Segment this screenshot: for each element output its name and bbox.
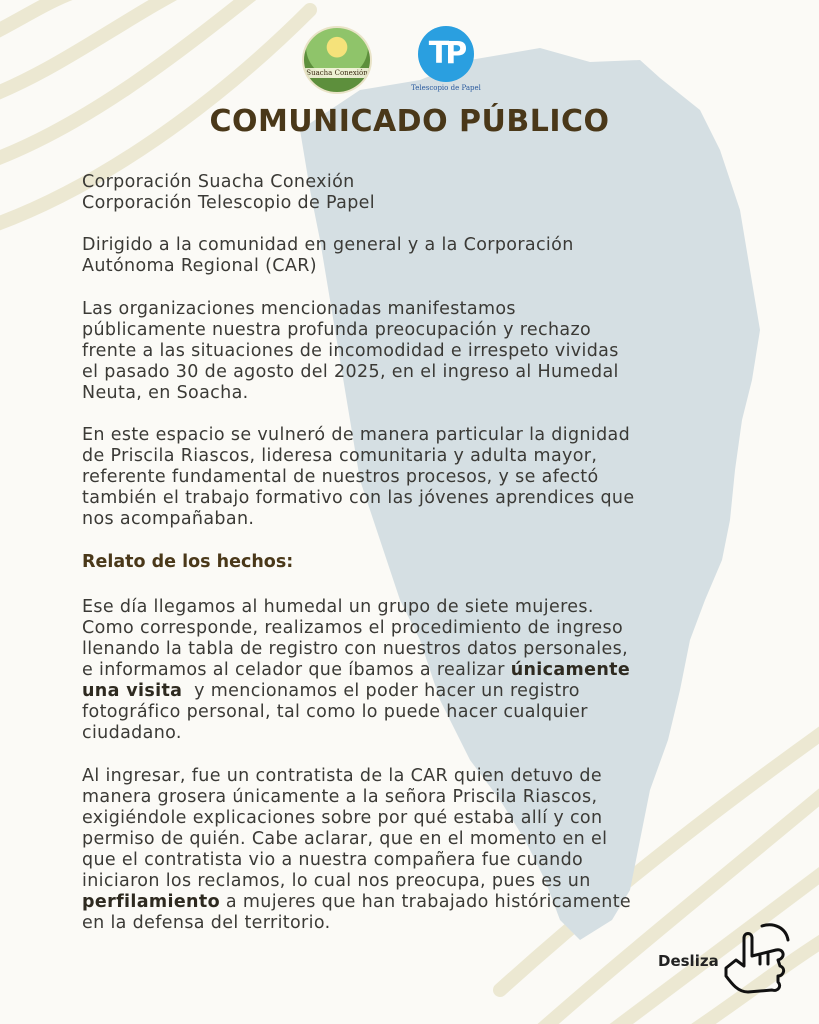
p2-line: En este espacio se vulneró de manera particular la dignidad: [82, 425, 631, 445]
suacha-conexion-logo: [302, 26, 372, 94]
p1-line: públicamente nuestra profunda preocupación y rechazo: [82, 320, 592, 340]
p4-line: Al ingresar, fue un contratista de la CAR quien detuvo de: [82, 766, 602, 786]
paragraph-2: [82, 425, 752, 530]
p2-line: nos acompañaban.: [82, 509, 255, 529]
p3-line: fotográfico personal, tal como lo puede hacer cualquier: [82, 702, 588, 722]
senders: [82, 172, 752, 214]
emphasis-unicamente: únicamente: [510, 660, 631, 680]
paragraph-4: [82, 766, 752, 934]
p3-line: Ese día llegamos al humedal un grupo de siete mujeres.: [82, 597, 594, 617]
emphasis-perfilamiento: perfilamiento: [82, 892, 220, 912]
page-title: COMUNICADO PÚBLICO: [209, 104, 610, 139]
p4-line: que el contratista vio a nuestra compañera fue cuando: [82, 850, 584, 870]
p1-line: Las organizaciones mencionadas manifestamos: [82, 299, 516, 319]
logo-suacha-text: Suacha Conexión: [304, 68, 370, 78]
telescopio-de-papel-logo: TP: [418, 26, 474, 82]
addressee: [82, 235, 752, 277]
hand-swipe-icon[interactable]: [718, 920, 792, 996]
p4-line: a mujeres que han trabajado históricamente: [219, 892, 632, 912]
p2-line: referente fundamental de nuestros procesos, y se afectó: [82, 467, 599, 487]
emphasis-una-visita: una visita: [82, 681, 183, 701]
p4-line: permiso de quién. Cabe aclarar, que en el momento en el: [82, 829, 608, 849]
p2-line: de Priscila Riascos, lideresa comunitaria y adulta mayor,: [82, 446, 598, 466]
p1-line: Neuta, en Soacha.: [82, 383, 249, 403]
paragraph-1: [82, 299, 752, 404]
p2-line: también el trabajo formativo con las jóvenes aprendices que: [82, 488, 635, 508]
addressee-line-2: Autónoma Regional (CAR): [82, 256, 317, 276]
p1-line: el pasado 30 de agosto del 2025, en el ingreso al Humedal: [82, 362, 619, 382]
swipe-label[interactable]: Desliza: [658, 952, 719, 970]
p3-line: llenando la tabla de registro con nuestros datos personales,: [82, 639, 629, 659]
paragraph-3: [82, 597, 752, 744]
p4-line: iniciaron los reclamos, lo cual nos preocupa, pues es un: [82, 871, 591, 891]
p4-line: en la defensa del territorio.: [82, 913, 331, 933]
p3-line: e informamos al celador que íbamos a realizar: [82, 660, 511, 680]
sender-1: Corporación Suacha Conexión: [82, 172, 355, 192]
section-heading: Relato de los hechos:: [82, 552, 294, 572]
p4-line: manera grosera únicamente a la señora Priscila Riascos,: [82, 787, 598, 807]
sender-2: Corporación Telescopio de Papel: [82, 193, 376, 213]
p3-line: y mencionamos el poder hacer un registro: [182, 681, 580, 701]
logo-tp-caption: Telescopio de Papel: [411, 84, 481, 92]
p3-line: ciudadano.: [82, 723, 182, 743]
p4-line: exigiéndole explicaciones sobre por qué estaba allí y con: [82, 808, 603, 828]
addressee-line-1: Dirigido a la comunidad en general y a la Corporación: [82, 235, 574, 255]
p3-line: Como corresponde, realizamos el procedimiento de ingreso: [82, 618, 624, 638]
p1-line: frente a las situaciones de incomodidad e irrespeto vividas: [82, 341, 619, 361]
